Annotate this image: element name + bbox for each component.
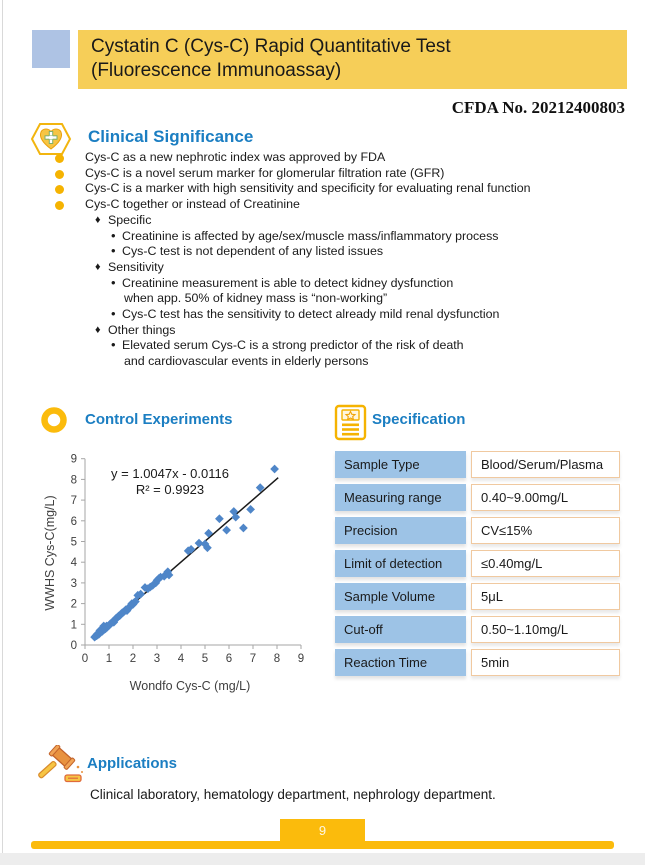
spec-row <box>335 649 625 682</box>
spec-label-cell: Sample Type <box>335 451 466 478</box>
spec-value-cell: Blood/Serum/Plasma <box>471 451 620 478</box>
spec-value-cell: CV≤15% <box>471 517 620 544</box>
clinical-significance-item-text: Sensitivity <box>108 259 164 274</box>
clinical-significance-item <box>55 181 625 197</box>
clinical-significance-item-text: Other things <box>108 322 176 337</box>
x-tick-label: 7 <box>249 653 257 665</box>
clinical-significance-item-text: Elevated serum Cys-C is a strong predictor of the risk of death <box>122 338 464 353</box>
y-tick-label: 5 <box>70 536 77 549</box>
clinical-significance-item <box>55 260 625 276</box>
page-title-line1: Cystatin C (Cys-C) Rapid Quantitative Test <box>91 36 451 57</box>
spec-value-cell: 5μL <box>471 583 620 610</box>
clinical-significance-item-text: Cys-C is a novel serum marker for glomerular filtration rate (GFR) <box>85 165 445 180</box>
gold-bullet-icon <box>55 185 64 194</box>
control-experiments-heading: Control Experiments <box>85 411 233 428</box>
data-point-diamond <box>270 465 279 474</box>
gold-bullet-icon <box>55 154 64 163</box>
dot-bullet-icon: • <box>111 243 116 259</box>
diamond-bullet-icon: ♦ <box>95 323 101 336</box>
specification-table <box>335 451 625 682</box>
spec-label-cell: Measuring range <box>335 484 466 511</box>
y-tick-label: 2 <box>70 598 77 611</box>
clinical-significance-item-text: Specific <box>108 212 152 227</box>
correlation-scatter-chart <box>42 448 318 698</box>
data-point-diamond <box>215 514 224 523</box>
gavel-icon <box>38 745 88 789</box>
spec-row <box>335 616 625 649</box>
x-tick-label: 9 <box>297 653 305 665</box>
x-tick-label: 8 <box>273 653 281 665</box>
page-number-tab: 9 <box>280 819 365 842</box>
x-tick-label: 0 <box>81 653 89 665</box>
clinical-significance-list <box>55 150 625 370</box>
diamond-bullet-icon: ♦ <box>95 260 101 273</box>
y-tick-label: 8 <box>70 474 77 487</box>
clinical-significance-item <box>55 166 625 182</box>
clinical-significance-item-text: Creatinine measurement is able to detect kidney dysfunction <box>122 275 454 290</box>
clinical-significance-item-text: Cys-C as a new nephrotic index was approved by FDA <box>85 150 386 164</box>
clinical-significance-item <box>55 244 625 260</box>
page-title-banner <box>78 30 627 89</box>
page-bottom-edge <box>0 853 645 865</box>
dot-bullet-icon: • <box>111 337 116 353</box>
dot-bullet-icon: • <box>111 274 116 290</box>
clinical-significance-item <box>55 323 625 339</box>
equation-label: y = 1.0047x - 0.0116 <box>111 466 229 481</box>
y-tick-label: 1 <box>70 619 77 632</box>
spec-row <box>335 550 625 583</box>
x-tick-label: 6 <box>225 653 233 665</box>
y-tick-label: 6 <box>70 515 77 528</box>
spec-value-cell: 0.50~1.10mg/L <box>471 616 620 643</box>
header-decorative-square <box>32 30 70 68</box>
clinical-significance-item <box>55 150 625 166</box>
page-title-line2: (Fluorescence Immunoassay) <box>91 60 342 81</box>
spec-row <box>335 517 625 550</box>
spec-row <box>335 484 625 517</box>
y-tick-label: 9 <box>70 453 77 466</box>
cfda-number: CFDA No. 20212400803 <box>451 98 625 117</box>
ring-icon <box>40 406 68 434</box>
clinical-significance-item <box>55 213 625 229</box>
y-tick-label: 7 <box>70 495 77 508</box>
r-squared-label: R² = 0.9923 <box>135 482 205 497</box>
dot-bullet-icon: • <box>111 227 116 243</box>
applications-text: Clinical laboratory, hematology department, nephrology department. <box>90 787 496 802</box>
x-tick-label: 4 <box>177 653 185 665</box>
y-tick-label: 0 <box>70 640 77 652</box>
clinical-significance-item <box>55 291 625 307</box>
x-tick-label: 1 <box>105 653 113 665</box>
clinical-significance-item <box>55 354 625 370</box>
dot-bullet-icon: • <box>111 306 116 322</box>
spec-label-cell: Sample Volume <box>335 583 466 610</box>
diamond-bullet-icon: ♦ <box>95 213 101 226</box>
y-tick-label: 4 <box>70 557 77 570</box>
data-point-diamond <box>222 526 231 535</box>
spec-value-cell: 5min <box>471 649 620 676</box>
applications-heading: Applications <box>87 755 178 772</box>
gold-bullet-icon <box>55 170 64 179</box>
data-point-diamond <box>239 524 248 533</box>
spec-row <box>335 583 625 616</box>
spec-label-cell: Limit of detection <box>335 550 466 577</box>
spec-row <box>335 451 625 484</box>
spec-value-cell: 0.40~9.00mg/L <box>471 484 620 511</box>
clinical-significance-item-text: Cys-C together or instead of Creatinine <box>85 197 300 212</box>
clinical-significance-item-text: Creatinine is affected by age/sex/muscle mass/inflammatory process <box>122 228 499 243</box>
x-tick-label: 3 <box>153 653 161 665</box>
gold-bullet-icon <box>55 201 64 210</box>
clinical-significance-item <box>55 307 625 323</box>
clinical-significance-item-text: and cardiovascular events in elderly persons <box>124 354 369 369</box>
spec-label-cell: Precision <box>335 517 466 544</box>
spec-label-cell: Cut-off <box>335 616 466 643</box>
specification-heading: Specification <box>372 411 466 428</box>
y-tick-label: 3 <box>70 577 77 590</box>
footer-bar <box>31 841 614 849</box>
clinical-significance-item-text: when app. 50% of kidney mass is “non-working” <box>124 291 388 306</box>
spec-label-cell: Reaction Time <box>335 649 466 676</box>
clinical-significance-item-text: Cys-C test has the sensitivity to detect already mild renal dysfunction <box>122 307 500 322</box>
certificate-icon <box>334 404 368 442</box>
clinical-significance-item-text: Cys-C test is not dependent of any listed issues <box>122 244 384 259</box>
clinical-significance-heading: Clinical Significance <box>88 127 254 146</box>
clinical-significance-item-text: Cys-C is a marker with high sensitivity and specificity for evaluating renal function <box>85 181 531 196</box>
y-axis-title: WWHS Cys-C(mg/L) <box>43 495 57 611</box>
clinical-significance-item <box>55 338 625 354</box>
clinical-significance-item <box>55 197 625 213</box>
spec-value-cell: ≤0.40mg/L <box>471 550 620 577</box>
clinical-significance-item <box>55 276 625 292</box>
clinical-significance-item <box>55 229 625 245</box>
x-tick-label: 2 <box>129 653 137 665</box>
data-point-diamond <box>246 505 255 514</box>
x-tick-label: 5 <box>201 653 209 665</box>
x-axis-title: Wondfo Cys-C (mg/L) <box>129 679 251 693</box>
page-edge-line <box>2 0 3 853</box>
